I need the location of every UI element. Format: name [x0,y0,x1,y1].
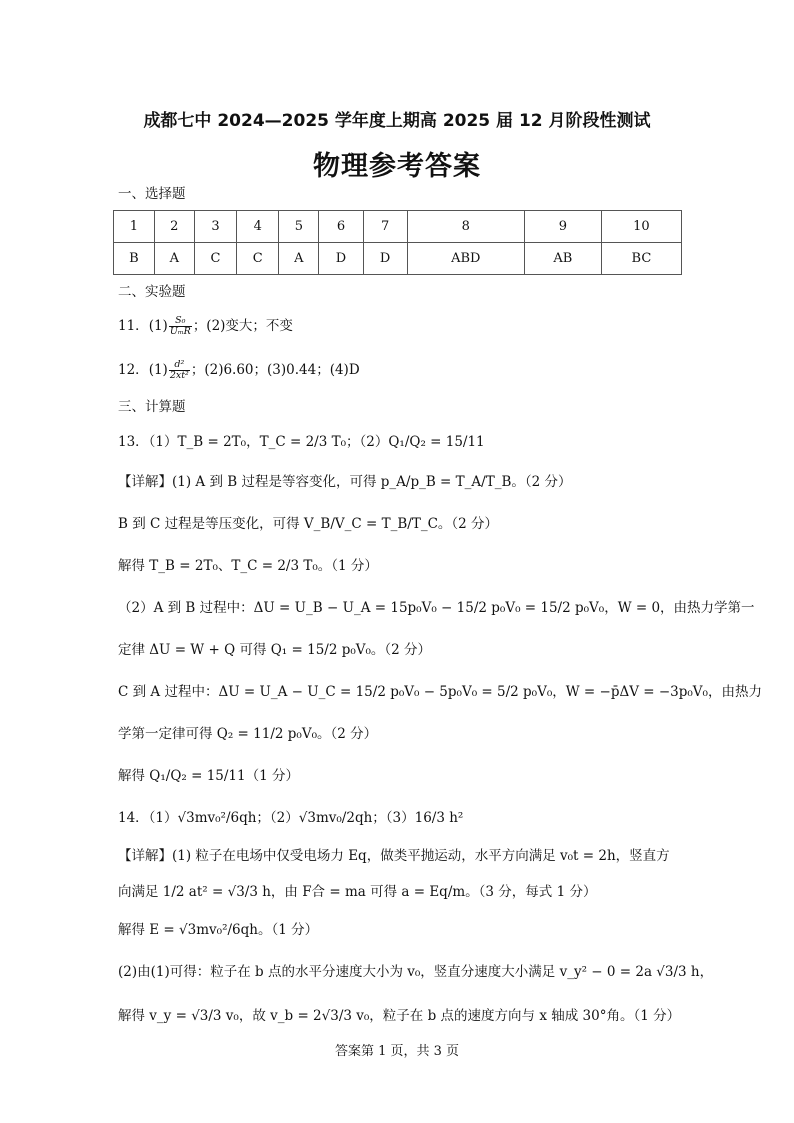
fraction: $\frac{\text{d²}}{\text{2xt²}}$ [169,359,189,381]
question-number: 2 [154,211,194,243]
q14-detail-line: (2)由(1)可得：粒子在 b 点的水平分速度大小为 v₀，竖直分速度大小满足 v_y² − 0 = 2a √3/3 h， [118,964,714,980]
answer-cell: A [279,243,319,275]
answer-table-answer-row [114,243,682,275]
answer-q14: 14．（1）√3mv₀²/6qh；（2）√3mv₀/2qh；（3）16/3 h² [118,810,464,826]
question-number: 9 [524,211,601,243]
question-number: 7 [363,211,407,243]
answer-cell: C [237,243,279,275]
answer-table [113,210,682,275]
answer-cell: D [319,243,363,275]
question-number: 3 [194,211,236,243]
answer-q12: 12．(1) $\frac{\text{d²}}{\text{2xt²}}$ ；(2)6.60；(3)0.44；(4)D [118,359,360,381]
answer-q13: 13．（1）T_B = 2T₀，T_C = 2/3 T₀；（2）Q₁/Q₂ = 15/11 [118,434,485,450]
question-number: 10 [601,211,681,243]
answer-table-number-row [114,211,682,243]
q13-detail-line: （2）A 到 B 过程中：ΔU = U_B − U_A = 15p₀V₀ − 15/2 p₀V₀ = 15/2 p₀V₀，W = 0，由热力学第一 [118,600,755,616]
q14-detail-line: 向满足 1/2 at² = √3/3 h，由 F合 = ma 可得 a = Eq/m。（3 分，每式 1 分） [118,884,597,900]
question-number: 5 [279,211,319,243]
q14-detail-line: 解得 v_y = √3/3 v₀，故 v_b = 2√3/3 v₀，粒子在 b 点的速度方向与 x 轴成 30°角。（1 分） [118,1008,681,1024]
answer-q11: 11．(1) $\frac{\text{S₀}}{\text{UₘR}}$ ；(2)变大；不变 [118,315,293,337]
q14-detail-line: 【详解】(1) 粒子在电场中仅受电场力 Eq，做类平抛运动，水平方向满足 v₀t = 2h，竖直方 [118,848,670,864]
exam-title: 成都七中 2024—2025 学年度上期高 2025 届 12 月阶段性测试 [143,111,651,131]
answer-cell: ABD [407,243,524,275]
document-subtitle: 物理参考答案 [313,151,481,182]
answer-cell: C [194,243,236,275]
question-number: 6 [319,211,363,243]
q13-detail-line: 解得 Q₁/Q₂ = 15/11（1 分） [118,768,299,784]
fraction: $\frac{\text{S₀}}{\text{UₘR}}$ [169,315,191,337]
answer-cell: B [114,243,155,275]
q14-detail-line: 解得 E = √3mv₀²/6qh。（1 分） [118,922,319,938]
page-footer: 答案第 1 页，共 3 页 [334,1044,460,1059]
q13-detail-line: 解得 T_B = 2T₀、T_C = 2/3 T₀。（1 分） [118,558,378,574]
q13-detail-line: B 到 C 过程是等压变化，可得 V_B/V_C = T_B/T_C。（2 分） [118,516,499,532]
answer-cell: A [154,243,194,275]
section-heading-choice: 一、选择题 [118,186,186,202]
q13-detail-line: 学第一定律可得 Q₂ = 11/2 p₀V₀。（2 分） [118,726,378,742]
answer-cell: D [363,243,407,275]
question-number: 4 [237,211,279,243]
answer-cell: AB [524,243,601,275]
question-number: 1 [114,211,155,243]
q13-detail-line: 【详解】(1) A 到 B 过程是等容变化，可得 p_A/p_B = T_A/T_B。（2 分） [118,474,572,490]
section-heading-experiment: 二、实验题 [118,284,186,300]
question-number: 8 [407,211,524,243]
q13-detail-line: 定律 ΔU = W + Q 可得 Q₁ = 15/2 p₀V₀。（2 分） [118,642,432,658]
section-heading-calculation: 三、计算题 [118,399,186,415]
answer-cell: BC [601,243,681,275]
q13-detail-line: C 到 A 过程中：ΔU = U_A − U_C = 15/2 p₀V₀ − 5p₀V₀ = 5/2 p₀V₀，W = −p̄ΔV = −3p₀V₀，由热力 [118,684,762,700]
